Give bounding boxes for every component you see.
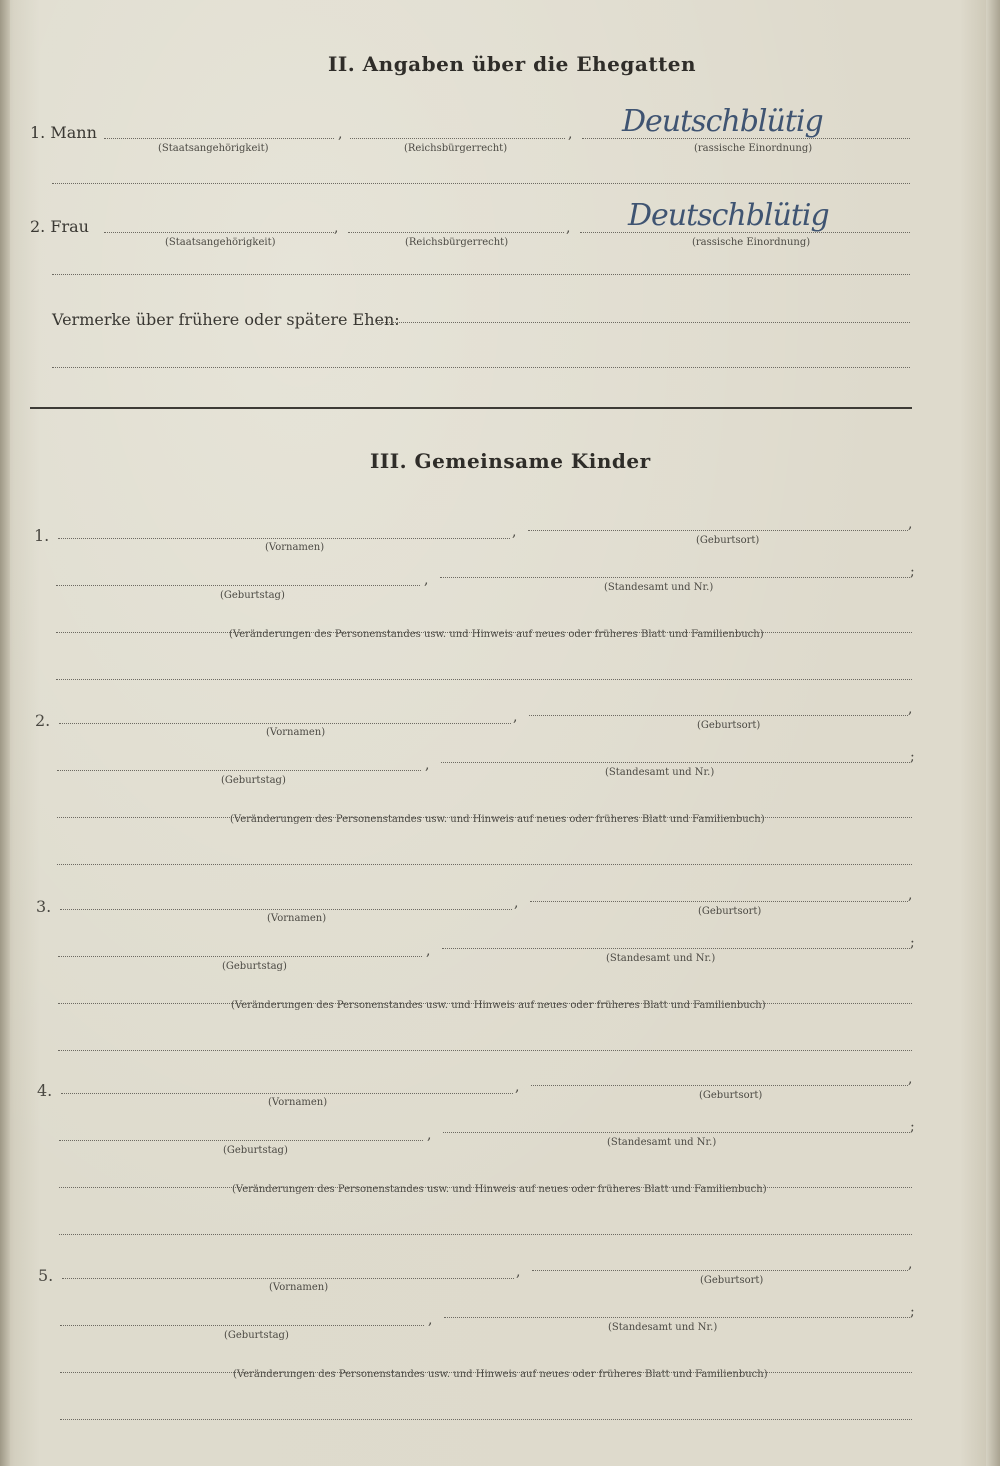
comma: , <box>908 1071 913 1087</box>
child-changes-caption: (Veränderungen des Personenstandes usw. und Hinweis auf neues oder früheres Blatt und Familienbuch) <box>233 1369 768 1380</box>
child-number: 2. <box>35 711 51 730</box>
child-first-names-caption: (Vornamen) <box>267 913 327 924</box>
comma: , <box>908 1256 913 1272</box>
comma: , <box>426 943 431 959</box>
semicolon: ; <box>910 564 915 580</box>
child-registry-line[interactable] <box>444 1317 910 1318</box>
child-birthplace-caption: (Geburtsort) <box>699 1090 763 1101</box>
child-registry-caption: (Standesamt und Nr.) <box>608 1322 718 1333</box>
page-edge-right <box>986 0 1000 1466</box>
woman-race-caption: (rassische Einordnung) <box>692 237 811 248</box>
man-label: 1. Mann <box>30 123 97 142</box>
comma: , <box>425 757 430 773</box>
child-registry-line[interactable] <box>440 577 910 578</box>
semicolon: ; <box>910 749 915 765</box>
child-birthday-caption: (Geburtstag) <box>223 1145 288 1156</box>
child-registry-line[interactable] <box>442 948 910 949</box>
child-registry-line[interactable] <box>443 1132 910 1133</box>
remarks-line-1[interactable] <box>376 322 910 323</box>
comma: , <box>424 572 429 588</box>
child-registry-caption: (Standesamt und Nr.) <box>604 582 714 593</box>
page-edge-left <box>0 0 10 1466</box>
woman-citizen-line[interactable] <box>348 232 564 233</box>
child-number: 1. <box>34 526 50 545</box>
comma: , <box>513 709 518 725</box>
comma: , <box>908 701 913 717</box>
child-birthplace-line[interactable] <box>530 901 908 902</box>
child-birthday-caption: (Geburtstag) <box>222 961 287 972</box>
man-nationality-line[interactable] <box>104 138 334 139</box>
comma: , <box>516 1264 521 1280</box>
child-birthplace-line[interactable] <box>531 1085 908 1086</box>
woman-nationality-caption: (Staatsangehörigkeit) <box>165 237 276 248</box>
child-first-names-caption: (Vornamen) <box>268 1097 328 1108</box>
child-birthday-caption: (Geburtstag) <box>224 1330 289 1341</box>
child-changes-caption: (Veränderungen des Personenstandes usw. und Hinweis auf neues oder früheres Blatt und Familienbuch) <box>230 814 765 825</box>
comma: , <box>334 220 339 236</box>
comma: , <box>428 1312 433 1328</box>
child-birthday-line[interactable] <box>56 585 420 586</box>
section-3-heading: III. Gemeinsame Kinder <box>370 449 651 473</box>
child-birthplace-line[interactable] <box>532 1270 908 1271</box>
section-2-heading: II. Angaben über die Ehegatten <box>328 52 697 76</box>
man-race-handwriting: Deutschblütig <box>622 104 823 139</box>
child-first-names-caption: (Vornamen) <box>266 727 326 738</box>
child-birthplace-caption: (Geburtsort) <box>698 906 762 917</box>
comma: , <box>908 516 913 532</box>
child-extra-line[interactable] <box>56 679 912 680</box>
child-extra-line[interactable] <box>59 1234 912 1235</box>
child-first-names-line[interactable] <box>60 909 512 910</box>
semicolon: ; <box>910 1304 915 1320</box>
child-extra-line[interactable] <box>58 1050 912 1051</box>
child-birthplace-line[interactable] <box>528 530 908 531</box>
child-registry-caption: (Standesamt und Nr.) <box>605 767 715 778</box>
comma: , <box>514 895 519 911</box>
woman-extra-line[interactable] <box>52 274 910 275</box>
child-number: 4. <box>37 1081 53 1100</box>
child-birthday-line[interactable] <box>60 1325 424 1326</box>
child-number: 3. <box>36 897 52 916</box>
comma: , <box>515 1079 520 1095</box>
child-extra-line[interactable] <box>60 1419 912 1420</box>
man-citizen-caption: (Reichsbürgerrecht) <box>404 143 508 154</box>
woman-nationality-line[interactable] <box>104 232 334 233</box>
woman-citizen-caption: (Reichsbürgerrecht) <box>405 237 509 248</box>
child-birthplace-caption: (Geburtsort) <box>696 535 760 546</box>
child-changes-caption: (Veränderungen des Personenstandes usw. und Hinweis auf neues oder früheres Blatt und Familienbuch) <box>229 629 764 640</box>
semicolon: ; <box>910 935 915 951</box>
comma: , <box>568 126 573 142</box>
child-first-names-line[interactable] <box>61 1093 513 1094</box>
woman-label: 2. Frau <box>30 217 89 236</box>
child-first-names-line[interactable] <box>58 538 510 539</box>
man-race-caption: (rassische Einordnung) <box>694 143 813 154</box>
semicolon: ; <box>910 1119 915 1135</box>
comma: , <box>566 220 571 236</box>
comma: , <box>427 1127 432 1143</box>
remarks-label: Vermerke über frühere oder spätere Ehen: <box>52 310 400 329</box>
comma: , <box>338 126 343 142</box>
comma: , <box>512 524 517 540</box>
child-changes-caption: (Veränderungen des Personenstandes usw. und Hinweis auf neues oder früheres Blatt und Familienbuch) <box>232 1184 767 1195</box>
child-birthday-caption: (Geburtstag) <box>221 775 286 786</box>
man-citizen-line[interactable] <box>350 138 565 139</box>
remarks-line-2[interactable] <box>52 367 910 368</box>
man-nationality-caption: (Staatsangehörigkeit) <box>158 143 269 154</box>
child-birthday-line[interactable] <box>59 1140 423 1141</box>
child-first-names-line[interactable] <box>62 1278 514 1279</box>
child-first-names-caption: (Vornamen) <box>269 1282 329 1293</box>
child-registry-line[interactable] <box>441 762 910 763</box>
child-birthplace-caption: (Geburtsort) <box>700 1275 764 1286</box>
child-birthday-caption: (Geburtstag) <box>220 590 285 601</box>
child-extra-line[interactable] <box>57 864 912 865</box>
child-first-names-line[interactable] <box>59 723 511 724</box>
section-divider <box>30 407 912 409</box>
child-first-names-caption: (Vornamen) <box>265 542 325 553</box>
child-birthday-line[interactable] <box>58 956 422 957</box>
child-registry-caption: (Standesamt und Nr.) <box>606 953 716 964</box>
child-registry-caption: (Standesamt und Nr.) <box>607 1137 717 1148</box>
child-changes-caption: (Veränderungen des Personenstandes usw. und Hinweis auf neues oder früheres Blatt und Familienbuch) <box>231 1000 766 1011</box>
woman-race-handwriting: Deutschblütig <box>628 198 829 233</box>
comma: , <box>908 887 913 903</box>
child-number: 5. <box>38 1266 54 1285</box>
child-birthplace-line[interactable] <box>529 715 908 716</box>
man-extra-line[interactable] <box>52 183 910 184</box>
child-birthday-line[interactable] <box>57 770 421 771</box>
child-birthplace-caption: (Geburtsort) <box>697 720 761 731</box>
